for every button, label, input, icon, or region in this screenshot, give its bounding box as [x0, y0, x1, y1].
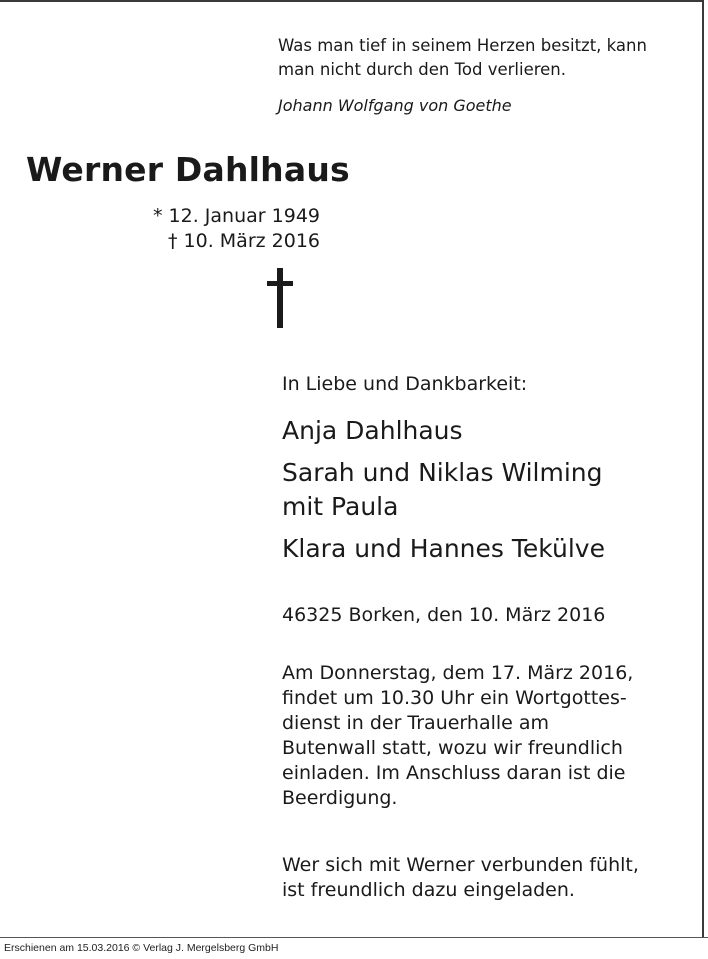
service-info-line: Beerdigung.	[282, 787, 398, 809]
quote-text	[278, 34, 698, 82]
service-info	[282, 661, 702, 811]
birth-date: * 12. Januar 1949	[153, 205, 320, 227]
death-date: † 10. März 2016	[167, 230, 320, 252]
quote-author: Johann Wolfgang von Goethe	[278, 96, 512, 115]
life-dates	[153, 204, 320, 254]
mourner-name: Sarah und Niklas Wilming	[282, 458, 603, 487]
service-info-line: dienst in der Trauerhalle am	[282, 712, 550, 734]
service-info-line: einladen. Im Anschluss daran ist die	[282, 762, 626, 784]
mourners-list	[282, 414, 605, 566]
deceased-name: Werner Dahlhaus	[26, 150, 350, 189]
mourners-intro: In Liebe und Dankbarkeit:	[282, 373, 528, 395]
invitation-line: ist freundlich dazu eingeladen.	[282, 879, 575, 901]
invitation-line: Wer sich mit Werner verbunden fühlt,	[282, 854, 639, 876]
mourner-name: mit Paula	[282, 492, 399, 521]
service-info-line: Butenwall statt, wozu wir freundlich	[282, 737, 623, 759]
invitation-text	[282, 853, 639, 903]
mourner-name: Klara und Hannes Tekülve	[282, 534, 605, 563]
place-date: 46325 Borken, den 10. März 2016	[282, 604, 606, 626]
publication-footer	[0, 937, 708, 959]
quote-line: man nicht durch den Tod verlieren.	[278, 60, 567, 79]
mourner-name: Anja Dahlhaus	[282, 416, 463, 445]
quote-line: Was man tief in seinem Herzen besitzt, kann	[278, 36, 647, 55]
cross-icon	[264, 268, 296, 328]
service-info-line: Am Donnerstag, dem 17. März 2016,	[282, 662, 634, 684]
publication-note: Erschienen am 15.03.2016 © Verlag J. Mergelsberg GmbH	[4, 942, 279, 954]
service-info-line: findet um 10.30 Uhr ein Wortgottes-	[282, 687, 627, 709]
